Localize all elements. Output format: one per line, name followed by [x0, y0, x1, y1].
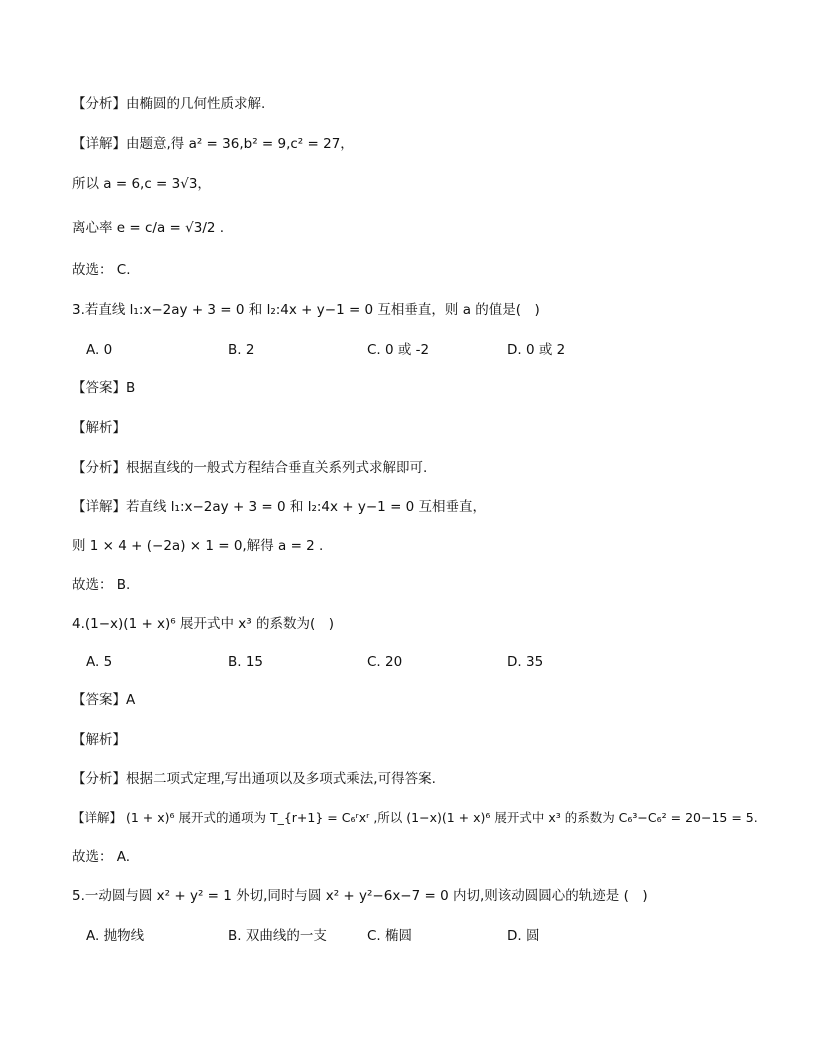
q3-analysis: 【分析】根据直线的一般式方程结合垂直关系列式求解即可. — [72, 460, 428, 476]
q3-stem: 3.若直线 l₁:x−2ay + 3 = 0 和 l₂:4x + y−1 = 0 互相垂直，则 a 的值是( ) — [72, 302, 540, 318]
q3-choice: 故选： B. — [72, 577, 131, 593]
q3-detail: 【详解】若直线 l₁:x−2ay + 3 = 0 和 l₂:4x + y−1 = 0 互相垂直， — [72, 499, 487, 515]
q3-option-a: A. 0 — [86, 342, 113, 358]
q4-stem: 4.(1−x)(1 + x)⁶ 展开式中 x³ 的系数为( ) — [72, 616, 335, 632]
q3-equation: 则 1 × 4 + (−2a) × 1 = 0,解得 a = 2 . — [72, 538, 324, 554]
q5-option-b: B. 双曲线的一支 — [228, 928, 327, 944]
q4-choice: 故选： A. — [72, 849, 131, 865]
q3-option-d: D. 0 或 2 — [507, 342, 566, 358]
q4-option-a: A. 5 — [86, 654, 113, 670]
q3-answer: 【答案】B — [72, 380, 136, 396]
q3-option-b: B. 2 — [228, 342, 255, 358]
q4-option-b: B. 15 — [228, 654, 264, 670]
q4-option-c: C. 20 — [367, 654, 403, 670]
s2-therefore: 所以 a = 6,c = 3√3， — [72, 176, 211, 192]
q5-option-d: D. 圆 — [507, 928, 540, 944]
q5-option-a: A. 抛物线 — [86, 928, 145, 944]
q4-detail: 【详解】 (1 + x)⁶ 展开式的通项为 T_{r+1} = C₆ʳxʳ ,所以 (1−x)(1 + x)⁶ 展开式中 x³ 的系数为 C₆³−C₆² = 20−15 = 5. — [72, 810, 758, 825]
q4-option-d: D. 35 — [507, 654, 544, 670]
q4-answer: 【答案】A — [72, 692, 136, 708]
q5-stem: 5.一动圆与圆 x² + y² = 1 外切,同时与圆 x² + y²−6x−7 = 0 内切,则该动圆圆心的轨迹是 ( ) — [72, 888, 648, 904]
q5-option-c: C. 椭圆 — [367, 928, 413, 944]
s2-choice: 故选： C. — [72, 262, 131, 278]
s2-detail: 【详解】由题意,得 a² = 36,b² = 9,c² = 27， — [72, 136, 354, 152]
s2-analysis: 【分析】由椭圆的几何性质求解. — [72, 96, 266, 112]
q3-option-c: C. 0 或 -2 — [367, 342, 430, 358]
q4-solution-heading: 【解析】 — [72, 732, 126, 748]
s2-eccentricity: 离心率 e = c/a = √3/2 . — [72, 220, 225, 236]
q3-solution-heading: 【解析】 — [72, 420, 126, 436]
q4-analysis: 【分析】根据二项式定理,写出通项以及多项式乘法,可得答案. — [72, 771, 436, 787]
